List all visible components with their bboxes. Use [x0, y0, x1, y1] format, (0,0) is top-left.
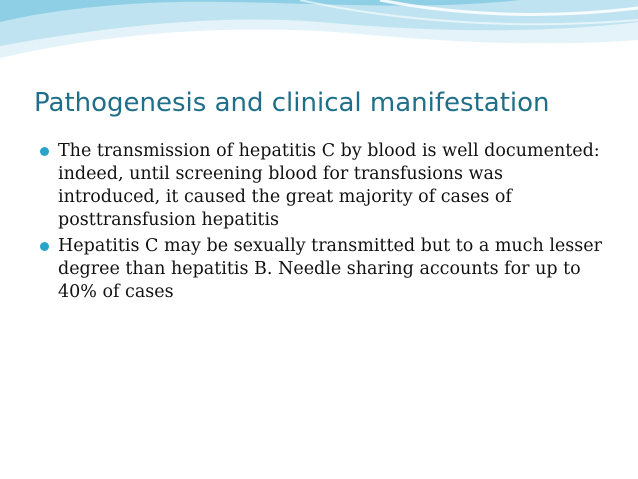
bullet-text: Hepatitis C may be sexually transmitted but to a much lesser degree than hepatitis B. Needle sharing accounts for up to 40% of cases: [58, 236, 602, 302]
bullet-item: [40, 140, 610, 232]
bullet-list: [40, 140, 610, 307]
bullet-item: [40, 235, 610, 304]
bullet-dot-icon: [40, 147, 49, 156]
header-wave-decoration: [0, 0, 638, 80]
slide-title: Pathogenesis and clinical manifestation: [34, 88, 550, 118]
bullet-text: The transmission of hepatitis C by blood is well documented: indeed, until screening blood for transfusions was introduced, it caused the great majority of cases of posttransfusion hepatitis: [58, 141, 600, 230]
bullet-dot-icon: [40, 242, 49, 251]
